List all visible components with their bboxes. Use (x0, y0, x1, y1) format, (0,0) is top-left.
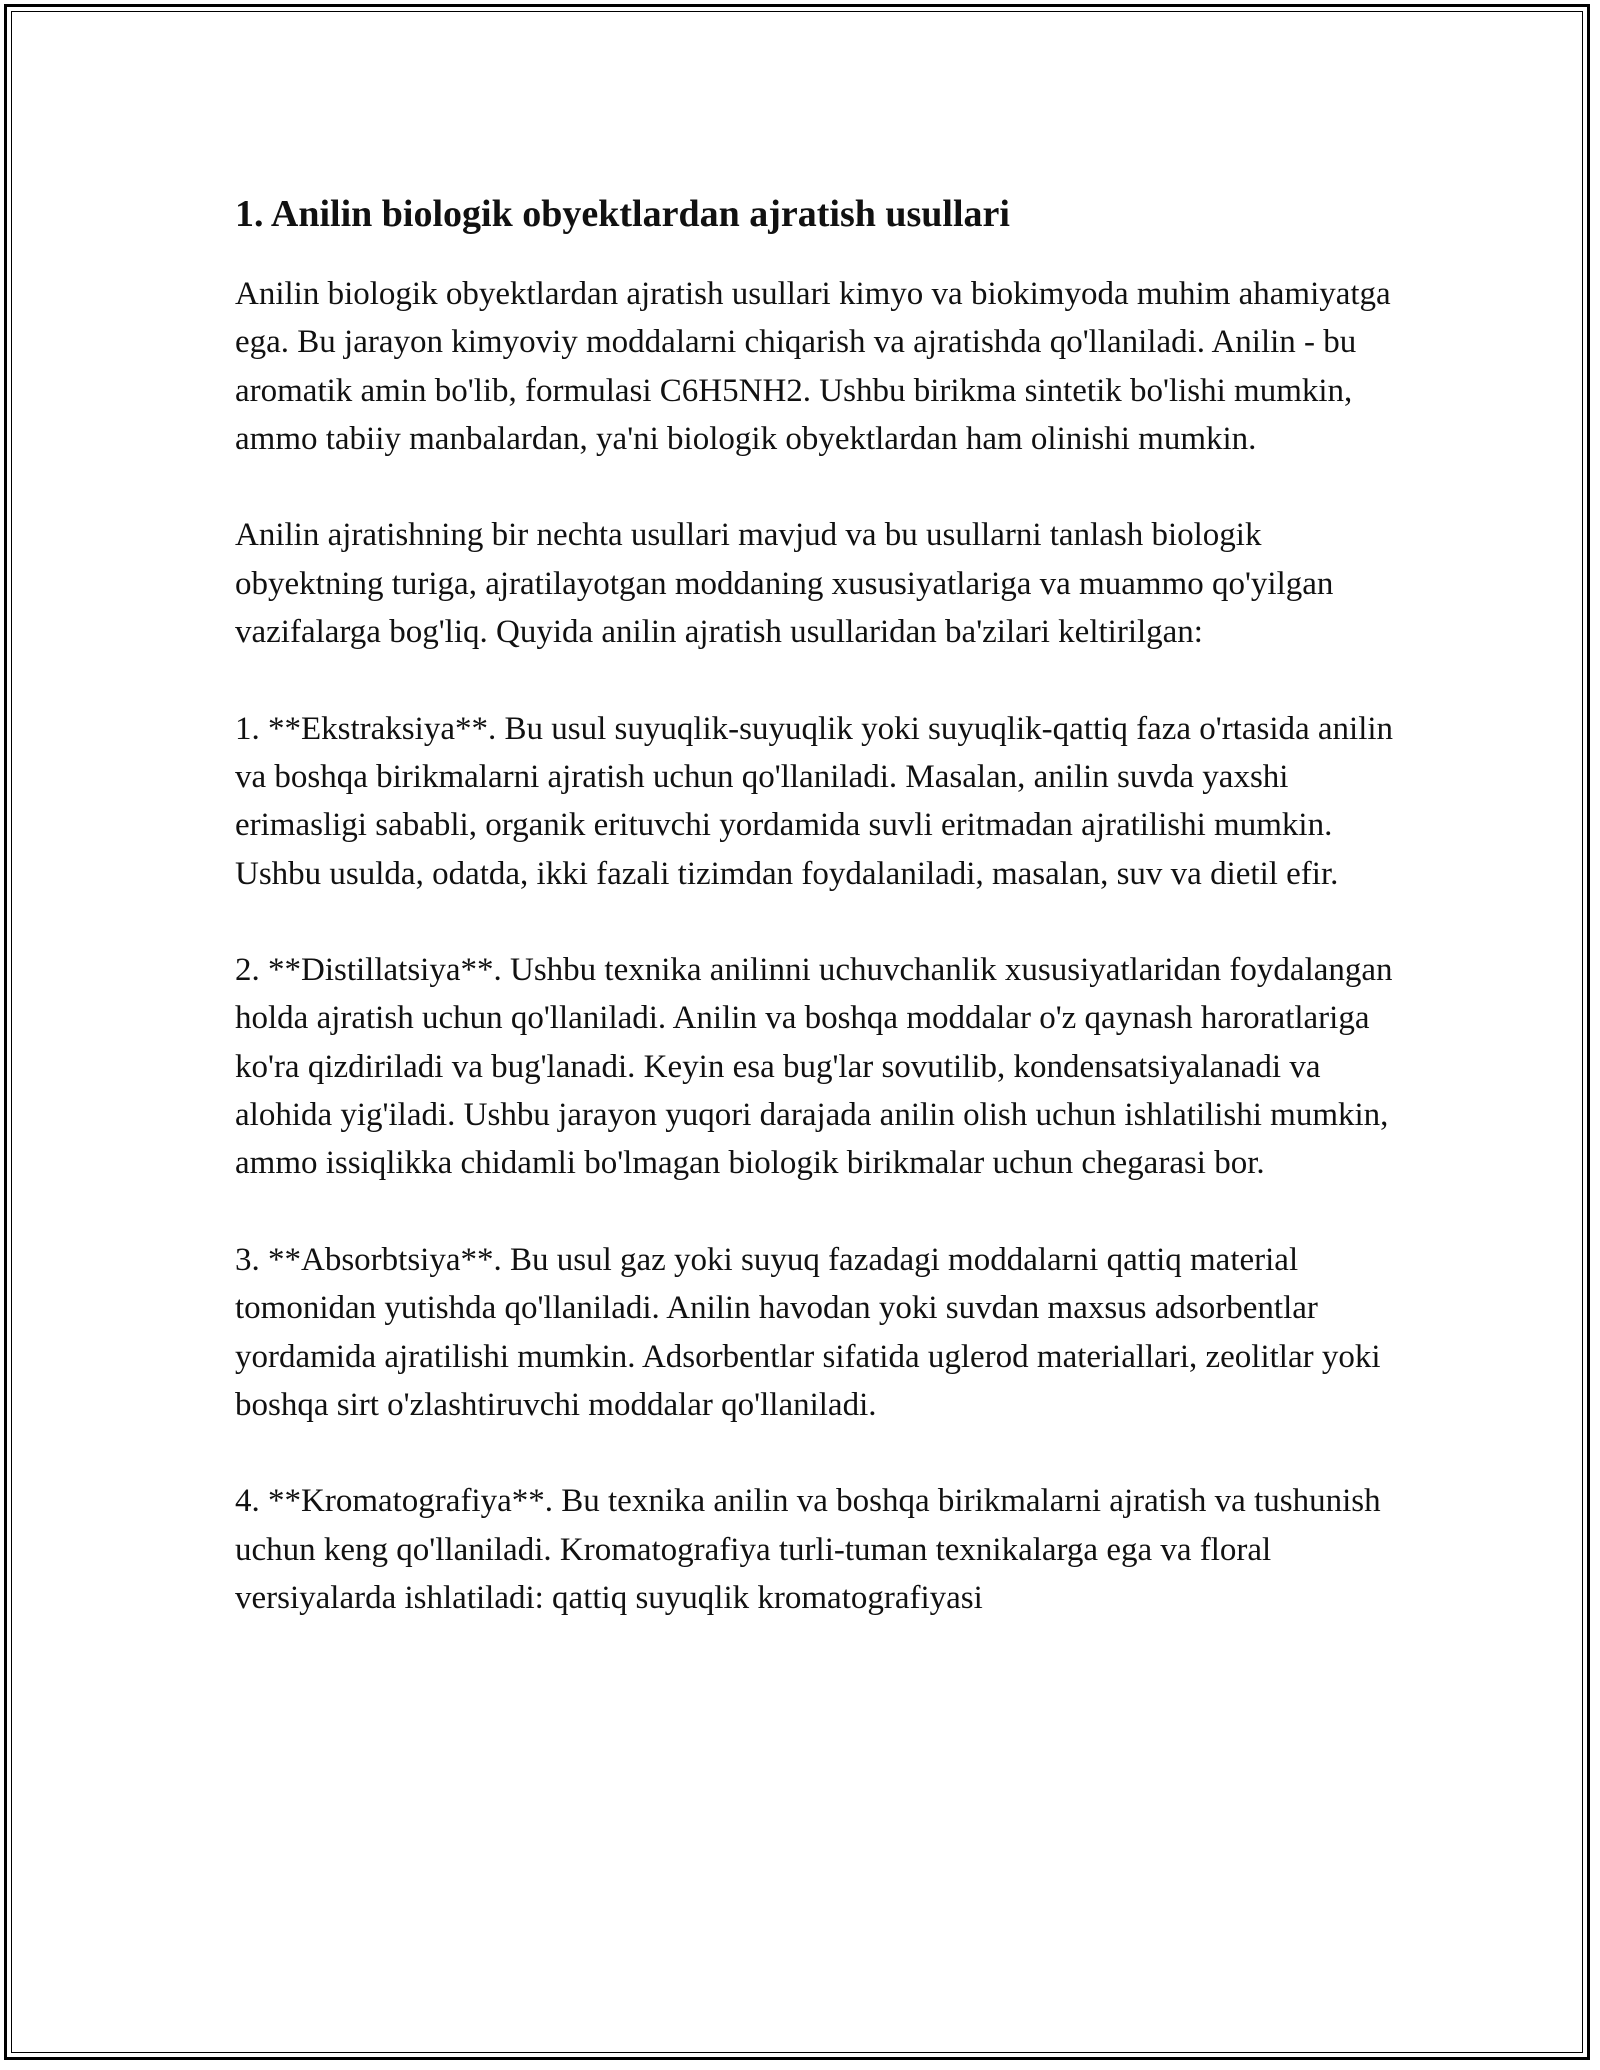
paragraph-absorption: 3. **Absorbtsiya**. Bu usul gaz yoki suyuq fazadagi moddalarni qattiq material tomonidan yutishda qo'llaniladi. Anilin havodan yoki suvdan maxsus adsorbentlar yordamida ajratilishi mumkin. Adsorbentlar sifatida uglerod materiallari, zeolitlar yoki boshqa sirt o'zlashtiruvchi moddalar qo'llaniladi. (235, 1241, 1381, 1423)
section-heading: 1. Anilin biologik obyektlardan ajratish usullari (235, 193, 1010, 235)
document-body (235, 188, 1405, 1622)
paragraph-chromatography: 4. **Kromatografiya**. Bu texnika anilin va boshqa birikmalarni ajratish va tushunish uchun keng qo'llaniladi. Kromatografiya turli-tuman texnikalarga ega va floral versiyalarda ishlatiladi: qattiq suyuqlik kromatografiyasi (235, 1483, 1381, 1617)
paragraph-intro: Anilin biologik obyektlardan ajratish usullari kimyo va biokimyoda muhim ahamiyatga ega. Bu jarayon kimyoviy moddalarni chiqarish va ajratishda qo'llaniladi. Anilin - bu aromatik amin bo'lib, formulasi C6H5NH2. Ushbu birikma sintetik bo'lishi mumkin, ammo tabiiy manbalardan, ya'ni biologik obyektlardan ham olinishi mumkin. (235, 276, 1391, 457)
paragraph-distillation: 2. **Distillatsiya**. Ushbu texnika anilinni uchuvchanlik xususiyatlaridan foydalangan holda ajratish uchun qo'llaniladi. Anilin va boshqa moddalar o'z qaynash haroratlariga ko'ra qizdiriladi va bug'lanadi. Keyin esa bug'lar sovutilib, kondensatsiyalanadi va alohida yig'iladi. Ushbu jarayon yuqori darajada anilin olish uchun ishlatilishi mumkin, ammo issiqlikka chidamli bo'lmagan biologik birikmalar uchun chegarasi bor. (235, 952, 1393, 1182)
paragraph-methods-overview: Anilin ajratishning bir nechta usullari mavjud va bu usullarni tanlash biologik obyektning turiga, ajratilayotgan moddaning xususiyatlariga va muammo qo'yilgan vazifalarga bog'liq. Quyida anilin ajratish usullaridan ba'zilari keltirilgan: (235, 517, 1334, 651)
paragraph-extraction: 1. **Ekstraksiya**. Bu usul suyuqlik-suyuqlik yoki suyuqlik-qattiq faza o'rtasida anilin va boshqa birikmalarni ajratish uchun qo'llaniladi. Masalan, anilin suvda yaxshi erimasligi sababli, organik erituvchi yordamida suvli eritmadan ajratilishi mumkin. Ushbu usulda, odatda, ikki fazali tizimdan foydalaniladi, masalan, suv va dietil efir. (235, 710, 1394, 892)
